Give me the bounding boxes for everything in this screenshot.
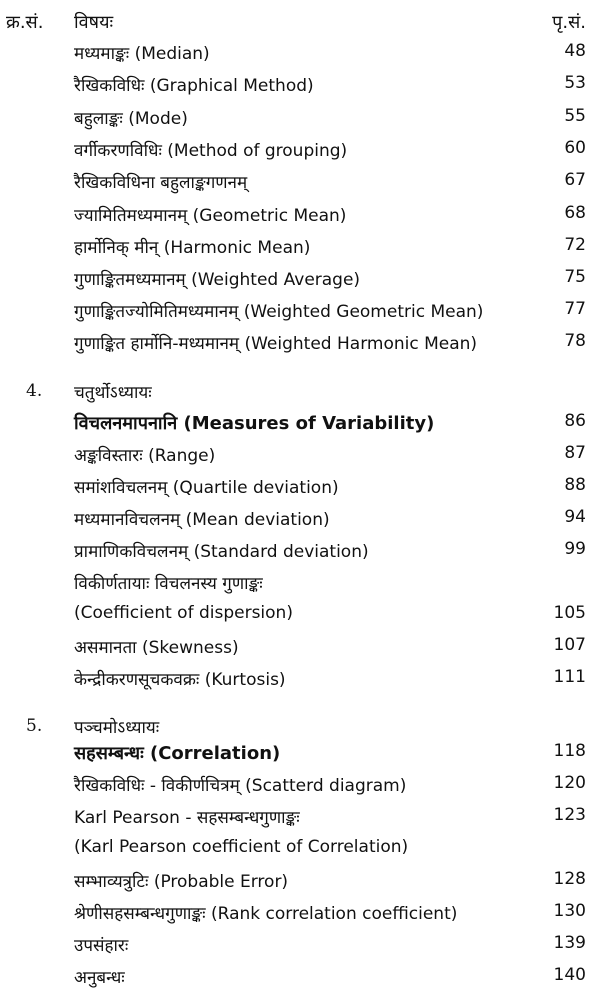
toc-entry [0,536,600,566]
entry-title: केन्द्रीकरणसूचकवक्रः (Kurtosis) [74,670,286,690]
toc-header [0,4,600,34]
entry-page-number: 87 [564,443,586,463]
toc-entry [0,200,600,230]
entry-title: मध्यमाङ्कः (Median) [74,44,210,64]
chapter-number: 5. [26,716,43,736]
entry-title: असमानता (Skewness) [74,638,239,658]
toc-entry [0,264,600,294]
entry-title: वर्गीकरणविधिः (Method of grouping) [74,141,348,161]
toc-entry [0,770,600,800]
entry-title: रैखिकविधिः - विकीर्णचित्रम् (Scatterd diagram) [74,776,407,796]
entry-page-number: 123 [553,805,586,825]
subject-label: विषयः [74,12,114,33]
serial-label: क्र.सं. [6,12,44,33]
entry-title: मध्यमानविचलनम् (Mean deviation) [74,510,330,530]
toc-entry [0,103,600,133]
entry-title: रैखिकविधिः (Graphical Method) [74,76,314,96]
entry-page-number: 140 [553,965,586,985]
toc-entry [0,930,600,960]
entry-title: समांशविचलनम् (Quartile deviation) [74,478,339,498]
toc-entry [0,962,600,992]
entry-title: (Karl Pearson coefficient of Correlation) [74,837,409,857]
entry-page-number: 94 [564,507,586,527]
entry-title: हार्मोनिक् मीन् (Harmonic Mean) [74,238,311,258]
entry-page-number: 107 [553,635,586,655]
chapter-number: 4. [26,381,43,401]
entry-title: गुणाङ्कितमध्यमानम् (Weighted Average) [74,270,361,290]
toc-entry [0,738,600,768]
entry-title: उपसंहारः [74,936,129,956]
toc-chapter-row [0,377,600,407]
entry-page-number: 120 [553,773,586,793]
toc-entry [0,296,600,326]
entry-page-number: 139 [553,933,586,953]
toc-entry [0,232,600,262]
entry-title: बहुलाङ्कः (Mode) [74,109,188,129]
entry-page-number: 88 [564,475,586,495]
toc-entry [0,600,600,630]
entry-page-number: 130 [553,901,586,921]
entry-title: रैखिकविधिना बहुलाङ्कगणनम् [74,173,248,193]
toc-entry [0,568,600,598]
entry-page-number: 78 [564,331,586,351]
entry-page-number: 105 [553,603,586,623]
entry-title: गुणाङ्कित हार्मोनि-मध्यमानम् (Weighted Harmonic Mean) [74,334,478,354]
toc-entry [0,135,600,165]
toc-entry [0,328,600,358]
entry-title: विकीर्णतायाः विचलनस्य गुणाङ्कः [74,574,263,594]
entry-page-number: 67 [564,170,586,190]
toc-entry [0,472,600,502]
toc-entry [0,504,600,534]
toc-entry [0,70,600,100]
entry-title: अङ्कविस्तारः (Range) [74,446,216,466]
entry-page-number: 86 [564,411,586,431]
entry-title: सहसम्बन्धः (Correlation) [74,743,281,764]
toc-entry [0,898,600,928]
entry-title: (Coefficient of dispersion) [74,603,293,623]
entry-page-number: 128 [553,869,586,889]
toc-entry [0,408,600,438]
toc-entry [0,866,600,896]
entry-title: प्रामाणिकविचलनम् (Standard deviation) [74,542,369,562]
toc-entry [0,632,600,662]
toc-entry [0,38,600,68]
entry-page-number: 75 [564,267,586,287]
entry-title: श्रेणीसहसम्बन्धगुणाङ्कः (Rank correlation coefficient) [74,904,458,924]
chapter-title: पञ्चमोऽध्यायः [74,718,160,738]
entry-page-number: 53 [564,73,586,93]
entry-title: अनुबन्धः [74,968,125,988]
entry-page-number: 118 [553,741,586,761]
toc-entry [0,802,600,832]
toc-entry [0,834,600,864]
entry-page-number: 72 [564,235,586,255]
entry-title: गुणाङ्कितज्योमितिमध्यमानम् (Weighted Geometric Mean) [74,302,484,322]
entry-title: Karl Pearson - सहसम्बन्धगुणाङ्कः [74,808,300,828]
toc-entry [0,167,600,197]
entry-page-number: 77 [564,299,586,319]
page-label: पृ.सं. [552,12,586,33]
entry-page-number: 68 [564,203,586,223]
entry-title: सम्भाव्यत्रुटिः (Probable Error) [74,872,289,892]
entry-page-number: 60 [564,138,586,158]
entry-page-number: 111 [553,667,586,687]
entry-page-number: 55 [564,106,586,126]
entry-title: ज्यामितिमध्यमानम् (Geometric Mean) [74,206,347,226]
chapter-title: चतुर्थोऽध्यायः [74,383,152,403]
entry-page-number: 99 [564,539,586,559]
toc-entry [0,440,600,470]
toc-entry [0,664,600,694]
entry-page-number: 48 [564,41,586,61]
entry-title: विचलनमापनानि (Measures of Variability) [74,413,435,434]
